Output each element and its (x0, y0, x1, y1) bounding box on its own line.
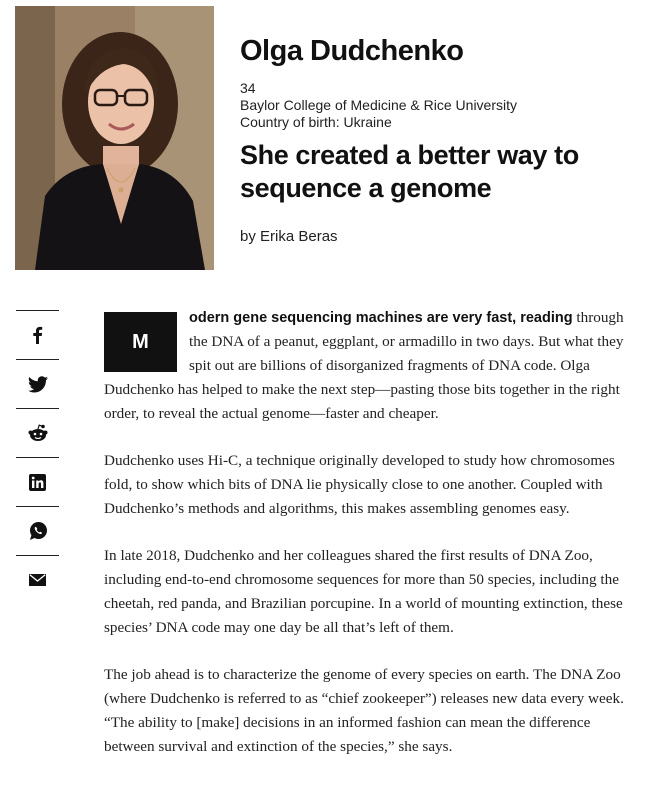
institution: Baylor College of Medicine & Rice University (240, 97, 517, 113)
profile-header (240, 32, 660, 245)
paragraph-3: In late 2018, Dudchenko and her colleagues shared the first results of DNA Zoo, including end-to-end chromosome sequences for more than 50 species, including the cheetah, red panda, and Brazilian porcupine. In a world of mounting extinction, these species’ DNA code may one day be all that’s left of them. (104, 547, 623, 636)
paragraph-1 (104, 306, 644, 426)
paragraph-1-text: through the DNA of a peanut, eggplant, or armadillo in two days. But what they spit out are billions of disorganized fragments of DNA code. Olga Dudchenko has helped to make the next step—pasting those bits together in the right order, to reveal the actual genome—faster and cheaper. (104, 309, 624, 422)
paragraph-2: Dudchenko uses Hi-C, a technique originally developed to study how chromosomes fold, to show which bits of DNA lie physically close to one another. Coupled with Dudchenko’s methods and algorithms, this makes assembling genomes easy. (104, 452, 615, 517)
article-headline: She created a better way to sequence a genome (240, 140, 579, 203)
profile-meta (240, 80, 660, 131)
share-linkedin-button[interactable] (16, 457, 59, 506)
lead-text: odern gene sequencing machines are very fast, reading (189, 310, 573, 326)
byline: by Erika Beras (240, 228, 338, 245)
country-of-birth: Country of birth: Ukraine (240, 114, 392, 130)
whatsapp-icon (28, 521, 48, 541)
share-sidebar (16, 310, 59, 603)
share-whatsapp-button[interactable] (16, 506, 59, 555)
article-body (104, 306, 644, 782)
portrait-photo (15, 6, 214, 270)
age: 34 (240, 80, 256, 96)
paragraph-4: The job ahead is to characterize the genome of every species on earth. The DNA Zoo (where Dudchenko is referred to as “chief zookeeper”) releases new data every week. “The ability to [make] decisions in an informed fashion can mean the difference between survival and extinction of the species,” she says. (104, 666, 624, 755)
share-email-button[interactable] (16, 555, 59, 603)
share-reddit-button[interactable] (16, 408, 59, 457)
linkedin-icon (29, 474, 46, 491)
twitter-icon (28, 376, 48, 393)
drop-cap: M (104, 312, 177, 372)
person-name: Olga Dudchenko (240, 35, 464, 67)
share-twitter-button[interactable] (16, 359, 59, 408)
facebook-icon (32, 326, 43, 344)
email-icon (29, 574, 46, 586)
share-facebook-button[interactable] (16, 310, 59, 359)
reddit-icon (28, 424, 48, 442)
